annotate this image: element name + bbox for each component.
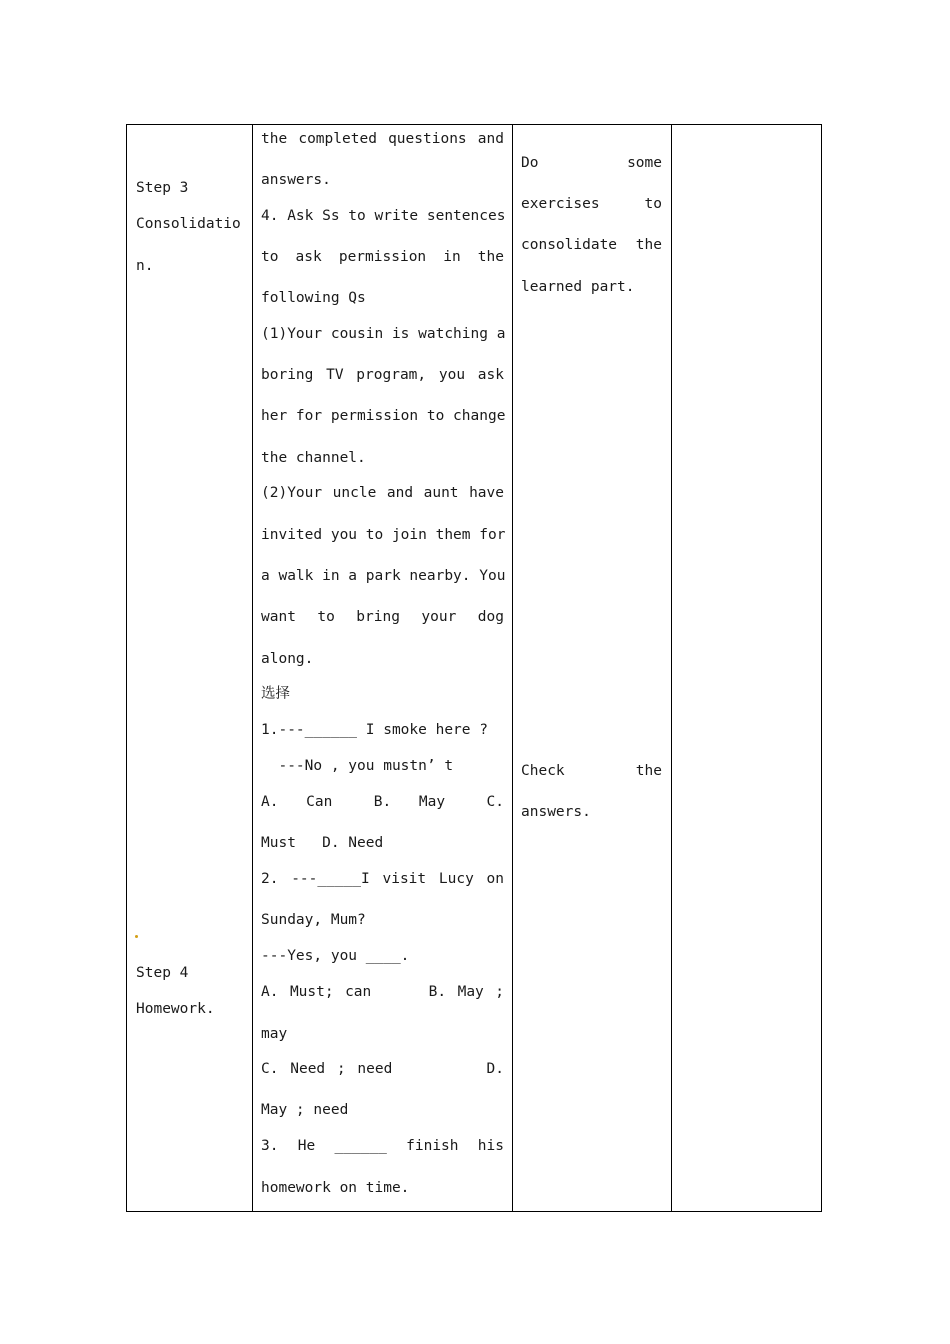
step3-subtitle-line2: n. bbox=[136, 258, 154, 274]
student-line: learned part. bbox=[521, 279, 635, 295]
text-line: (1)Your cousin is watching a bbox=[261, 326, 506, 342]
question-line: homework on time. bbox=[261, 1180, 410, 1196]
text-line: to ask permission in the bbox=[261, 249, 504, 265]
question-line: 1.---______ I smoke here ? bbox=[261, 722, 488, 738]
text-line: invited you to join them for bbox=[261, 527, 506, 543]
mark-dot bbox=[135, 935, 138, 938]
question-line: 3. He ______ finish his bbox=[261, 1138, 504, 1154]
step-column bbox=[127, 125, 253, 1211]
text-line: (2)Your uncle and aunt have bbox=[261, 485, 504, 501]
option-line: May ; need bbox=[261, 1102, 349, 1118]
text-line: a walk in a park nearby. You bbox=[261, 568, 506, 584]
question-line: ---No , you mustn’ t bbox=[261, 758, 454, 774]
step4-subtitle: Homework. bbox=[136, 1001, 215, 1017]
step3-title: Step 3 bbox=[136, 180, 189, 196]
student-line: Do some bbox=[521, 155, 662, 171]
option-line: Must D. Need bbox=[261, 835, 384, 851]
student-activity-column bbox=[513, 125, 672, 1211]
section-label: 选择 bbox=[261, 686, 290, 702]
question-line: Sunday, Mum? bbox=[261, 912, 366, 928]
text-line: the channel. bbox=[261, 450, 366, 466]
student-line: answers. bbox=[521, 804, 591, 820]
option-line: C. Need ; need D. bbox=[261, 1061, 504, 1077]
question-line: 2. ---_____I visit Lucy on bbox=[261, 871, 504, 887]
student-line: Check the bbox=[521, 763, 662, 779]
option-line: A. Can B. May C. bbox=[261, 794, 504, 810]
option-line: may bbox=[261, 1026, 288, 1042]
notes-column bbox=[672, 125, 823, 1211]
text-line: boring TV program, you ask bbox=[261, 367, 504, 383]
text-line: her for permission to change bbox=[261, 408, 506, 424]
question-line: ---Yes, you ____. bbox=[261, 948, 410, 964]
text-line: the completed questions and bbox=[261, 131, 504, 147]
student-line: consolidate the bbox=[521, 237, 662, 253]
option-line: A. Must; can B. May ; bbox=[261, 984, 504, 1000]
text-line: 4. Ask Ss to write sentences bbox=[261, 208, 506, 224]
text-line: want to bring your dog bbox=[261, 609, 504, 625]
teacher-activity-column bbox=[253, 125, 513, 1211]
step4-title: Step 4 bbox=[136, 965, 189, 981]
text-line: along. bbox=[261, 651, 314, 667]
text-line: following Qs bbox=[261, 290, 366, 306]
text-line: answers. bbox=[261, 172, 331, 188]
student-line: exercises to bbox=[521, 196, 662, 212]
step3-subtitle-line1: Consolidatio bbox=[136, 216, 241, 232]
lesson-table bbox=[126, 124, 822, 1212]
